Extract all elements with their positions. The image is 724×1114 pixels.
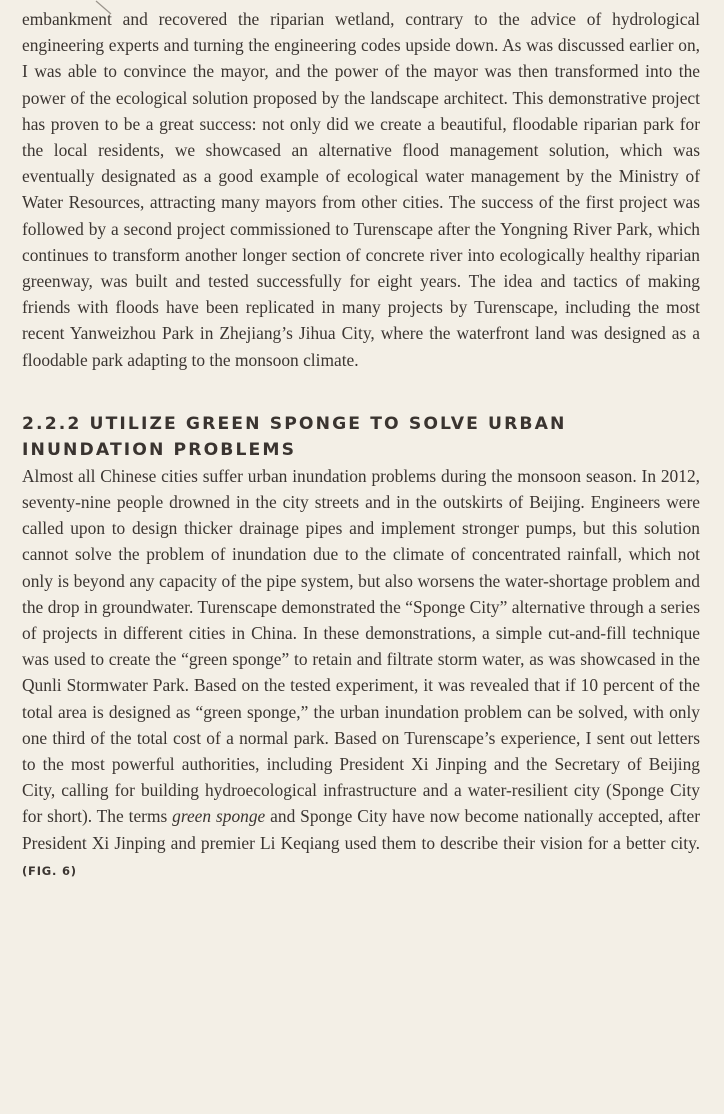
paragraph-2-text-end: and Sponge City have now become nationally accepted, after President Xi Jinping and premier Li Keqiang used them to describe their vision for a better city.	[22, 806, 700, 853]
emphasis-green-sponge: green sponge	[172, 806, 266, 827]
body-paragraph-2	[22, 463, 700, 884]
heading-line-2: INUNDATION PROBLEMS	[22, 439, 297, 460]
scan-mark-icon	[94, 0, 114, 16]
body-paragraph-1: embankment and recovered the riparian wetland, contrary to the advice of hydrological engineering experts and turning the engineering codes upside down. As was discussed earlier on, I was able to convince the mayor, and the power of the mayor was then transformed into the power of the ecological solution proposed by the landscape architect. This demonstrative project has proven to be a great success: not only did we create a beautiful, floodable riparian park for the local residents, we showcased an alternative flood management solution, which was eventually designated as a good example of ecological water management by the Ministry of Water Resources, attracting many mayors from other cities. The success of the first project was followed by a second project commissioned to Turenscape after the Yongning River Park, which continues to transform another longer section of concrete river into ecologically healthy riparian greenway, was built and tested successfully for eight years. The idea and tactics of making friends with floods have been replicated in many projects by Turenscape, including the most recent Yanweizhou Park in Zhejiang’s Jihua City, where the waterfront land was designed as a floodable park adapting to the monsoon climate.	[22, 9, 700, 370]
paragraph-2-text-start: Almost all Chinese cities suffer urban inundation problems during the monsoon season. In 2012, seventy-nine people drowned in the city streets and in the outskirts of Beijing. Engineers were called upon to design thicker drainage pipes and implement stronger pumps, but this solution cannot solve the problem of inundation due to the climate of concentrated rainfall, which not only is beyond any capacity of the pipe system, but also worsens the water-shortage problem and the drop in groundwater. Turenscape demonstrated the “Sponge City” alternative through a series of projects in different cities in China. In these demonstrations, a simple cut-and-fill technique was used to create the “green sponge” to retain and filtrate storm water, as was showcased in the Qunli Stormwater Park. Based on the tested experiment, it was revealed that if 10 percent of the total area is designed as “green sponge,” the urban inundation problem can be solved, with only one third of the total cost of a normal park. Based on Turenscape’s experience, I sent out letters to the most powerful authorities, including President Xi Jinping and the Secretary of Beijing City, calling for building hydroecological infrastructure and a water-resilient city (Sponge City for short). The terms	[22, 465, 700, 827]
figure-reference: (FIG. 6)	[22, 863, 77, 878]
section-heading	[22, 411, 700, 463]
heading-line-1: 2.2.2 UTILIZE GREEN SPONGE TO SOLVE URBAN	[22, 413, 567, 434]
